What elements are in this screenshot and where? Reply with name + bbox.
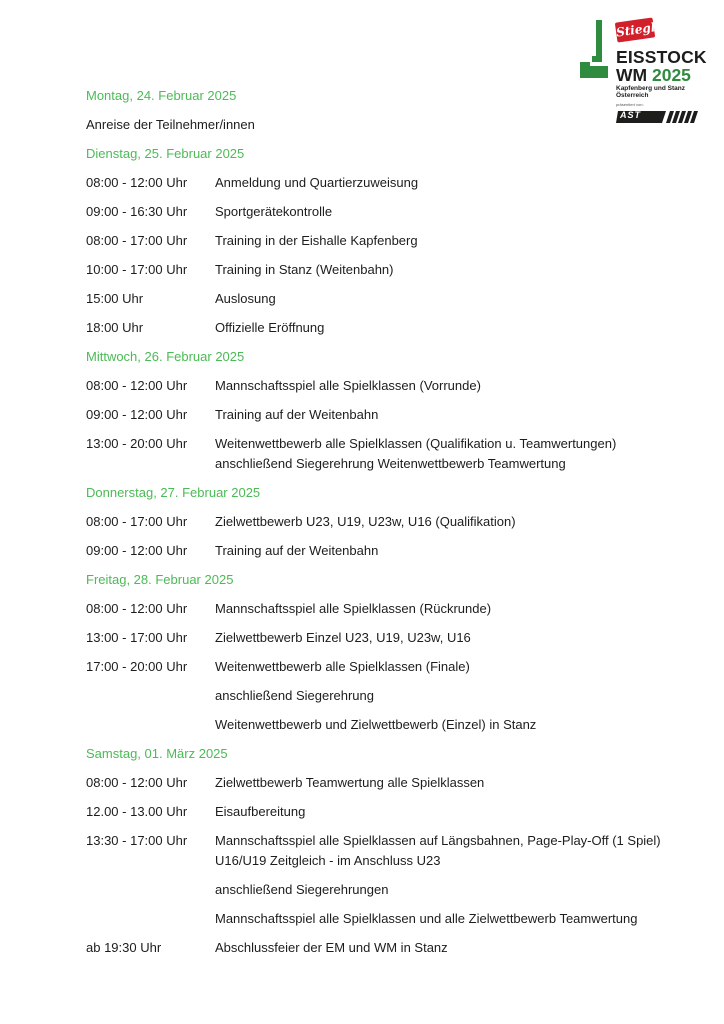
- time-slot: 09:00 - 16:30 Uhr: [86, 204, 188, 219]
- day-heading: Mittwoch, 26. Februar 2025: [86, 349, 245, 364]
- time-slot: 08:00 - 12:00 Uhr: [86, 378, 188, 393]
- schedule-row: [86, 715, 686, 735]
- time-slot: 17:00 - 20:00 Uhr: [86, 659, 188, 674]
- time-slot: [86, 686, 215, 706]
- logo-year: 2025: [651, 65, 691, 85]
- activity: Sportgerätekontrolle: [215, 204, 333, 219]
- time-slot: 08:00 - 12:00 Uhr: [86, 775, 188, 790]
- activity: Weitenwettbewerb alle Spielklassen (Qualifikation u. Teamwertungen) anschließend Siegerehrung Weitenwettbewerb Teamwertung: [215, 436, 617, 471]
- logo-wm: WM: [616, 65, 648, 85]
- activity: Abschlussfeier der EM und WM in Stanz: [215, 940, 448, 955]
- logo-country: Österreich: [616, 92, 649, 99]
- schedule-row: [86, 880, 686, 900]
- activity: Mannschaftsspiel alle Spielklassen (Vorrunde): [215, 378, 481, 393]
- activity: Zielwettbewerb Teamwertung alle Spielklassen: [215, 775, 485, 790]
- day-heading: Dienstag, 25. Februar 2025: [86, 146, 245, 161]
- day-heading: Montag, 24. Februar 2025: [86, 88, 237, 103]
- schedule-row: [86, 512, 686, 532]
- schedule-row: [86, 405, 686, 425]
- time-slot: 08:00 - 12:00 Uhr: [86, 601, 188, 616]
- activity: Offizielle Eröffnung: [215, 320, 325, 335]
- schedule-row: [86, 318, 686, 338]
- schedule-row: [86, 434, 686, 474]
- time-slot: 13:00 - 17:00 Uhr: [86, 630, 188, 645]
- activity: Training in der Eishalle Kapfenberg: [215, 233, 418, 248]
- time-slot: [86, 715, 215, 735]
- day-heading: Samstag, 01. März 2025: [86, 746, 228, 761]
- schedule-row: [86, 173, 686, 193]
- time-slot: [86, 909, 215, 929]
- schedule-row: [86, 802, 686, 822]
- time-slot: 12.00 - 13.00 Uhr: [86, 804, 188, 819]
- day-heading: Donnerstag, 27. Februar 2025: [86, 485, 261, 500]
- time-slot: [86, 880, 215, 900]
- schedule-row: [86, 231, 686, 251]
- activity: Training in Stanz (Weitenbahn): [215, 262, 394, 277]
- activity: Eisaufbereitung: [215, 804, 306, 819]
- brand-badge: Stiegl: [615, 17, 655, 42]
- schedule-row: [86, 657, 686, 677]
- activity: Auslosung: [215, 291, 276, 306]
- activity: Zielwettbewerb Einzel U23, U19, U23w, U16: [215, 630, 471, 645]
- time-slot: 13:00 - 20:00 Uhr: [86, 436, 188, 451]
- event-schedule: [86, 86, 686, 967]
- logo-title-line2: [616, 66, 691, 84]
- day-note: Anreise der Teilnehmer/innen: [86, 117, 255, 132]
- activity: anschließend Siegerehrung: [215, 688, 374, 703]
- time-slot: 08:00 - 12:00 Uhr: [86, 175, 188, 190]
- schedule-row: [86, 202, 686, 222]
- schedule-row: [86, 599, 686, 619]
- time-slot: ab 19:30 Uhr: [86, 940, 162, 955]
- activity: anschließend Siegerehrungen: [215, 882, 389, 897]
- activity: Training auf der Weitenbahn: [215, 543, 379, 558]
- schedule-row: [86, 773, 686, 793]
- time-slot: 18:00 Uhr: [86, 320, 144, 335]
- logo-location: Kapfenberg und Stanz: [616, 85, 685, 92]
- activity: Zielwettbewerb U23, U19, U23w, U16 (Qualifikation): [215, 514, 516, 529]
- schedule-row: [86, 831, 686, 871]
- activity: Mannschaftsspiel alle Spielklassen und alle Zielwettbewerb Teamwertung: [215, 911, 638, 926]
- schedule-row: [86, 938, 686, 958]
- activity: Anmeldung und Quartierzuweisung: [215, 175, 419, 190]
- sponsor-name: AST: [620, 110, 641, 120]
- schedule-row: [86, 260, 686, 280]
- time-slot: 08:00 - 17:00 Uhr: [86, 514, 188, 529]
- activity: Weitenwettbewerb und Zielwettbewerb (Einzel) in Stanz: [215, 717, 537, 732]
- time-slot: 10:00 - 17:00 Uhr: [86, 262, 188, 277]
- activity: Training auf der Weitenbahn: [215, 407, 379, 422]
- schedule-row: [86, 541, 686, 561]
- eisstock-boot-icon: [578, 18, 614, 82]
- day-heading: Freitag, 28. Februar 2025: [86, 572, 234, 587]
- schedule-row: [86, 289, 686, 309]
- time-slot: 13:30 - 17:00 Uhr: [86, 833, 188, 848]
- time-slot: 15:00 Uhr: [86, 291, 144, 306]
- schedule-row: [86, 686, 686, 706]
- activity: Weitenwettbewerb alle Spielklassen (Finale): [215, 659, 470, 674]
- schedule-row: [86, 628, 686, 648]
- activity: Mannschaftsspiel alle Spielklassen (Rückrunde): [215, 601, 492, 616]
- schedule-row: [86, 909, 686, 929]
- time-slot: 08:00 - 17:00 Uhr: [86, 233, 188, 248]
- logo-presented-by: präsentiert von:: [616, 102, 644, 107]
- time-slot: 09:00 - 12:00 Uhr: [86, 407, 188, 422]
- time-slot: 09:00 - 12:00 Uhr: [86, 543, 188, 558]
- activity: Mannschaftsspiel alle Spielklassen auf Längsbahnen, Page-Play-Off (1 Spiel) U16/U19 Zeitgleich - im Anschluss U23: [215, 833, 661, 868]
- logo-title-line1: EISSTOCK: [616, 47, 707, 67]
- schedule-row: [86, 376, 686, 396]
